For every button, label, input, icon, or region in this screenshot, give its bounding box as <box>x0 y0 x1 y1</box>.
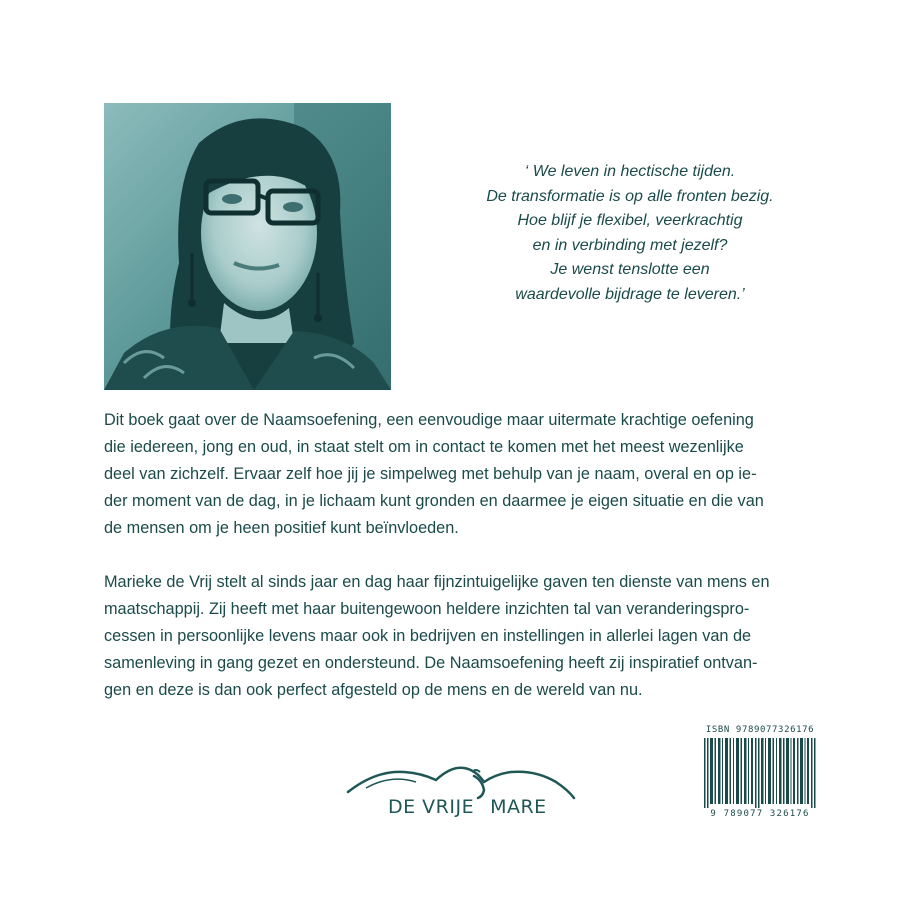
back-cover-quote <box>440 160 820 307</box>
isbn-label: ISBN 9789077326176 <box>705 725 815 735</box>
quote-line: waardevolle bijdrage te leveren.’ <box>515 285 745 303</box>
paragraph-line: samenleving in gang gezet en ondersteund. De Naamsoefening heeft zij inspiratief ontvan- <box>104 654 758 672</box>
isbn-barcode <box>702 725 818 825</box>
paragraph-line: de mensen om je heen positief kunt beïnvloeden. <box>104 519 459 537</box>
author-photo <box>104 103 391 390</box>
paragraph-line: maatschappij. Zij heeft met haar buitengewoon heldere inzichten tal van veranderingspro- <box>104 600 750 618</box>
publisher-logo <box>346 760 578 820</box>
quote-line: ‘ We leven in hectische tijden. <box>524 163 736 180</box>
paragraph-line: cessen in persoonlijke levens maar ook in bedrijven en instellingen in allerlei lagen van de <box>104 627 752 645</box>
quote-line: Hoe blijf je flexibel, veerkrachtig <box>517 212 743 229</box>
publisher-name <box>388 796 547 818</box>
quote-line: en in verbinding met jezelf? <box>532 236 728 254</box>
description-paragraph <box>104 407 824 542</box>
paragraph-line: der moment van de dag, in je lichaam kunt gronden en daarmee je eigen situatie en die van <box>104 492 764 510</box>
paragraph-line: Marieke de Vrij stelt al sinds jaar en dag haar fijnzintuigelijke gaven ten dienste van mens en <box>104 573 770 591</box>
mountain-bird-logo <box>346 760 578 800</box>
paragraph-line: die iedereen, jong en oud, in staat stelt om in contact te komen met het meest wezenlijke <box>104 438 744 456</box>
paragraph-line: deel van zichzelf. Ervaar zelf hoe jij je simpelweg met behulp van je naam, overal en op ie- <box>104 465 757 483</box>
quote-line: De transformatie is op alle fronten bezig. <box>486 187 774 205</box>
publisher-name-right: MARE <box>490 796 547 818</box>
author-bio-paragraph <box>104 569 824 704</box>
isbn-digits: 9 789077 326176 <box>710 809 810 819</box>
paragraph-line: gen en deze is dan ook perfect afgesteld op de mens en de wereld van nu. <box>104 681 643 699</box>
publisher-name-left: DE VRIJE <box>388 796 475 818</box>
barcode-icon <box>702 738 818 808</box>
quote-line: Je wenst tenslotte een <box>550 261 710 278</box>
author-portrait <box>104 103 391 390</box>
paragraph-line: Dit boek gaat over de Naamsoefening, een eenvoudige maar uitermate krachtige oefening <box>104 411 754 429</box>
